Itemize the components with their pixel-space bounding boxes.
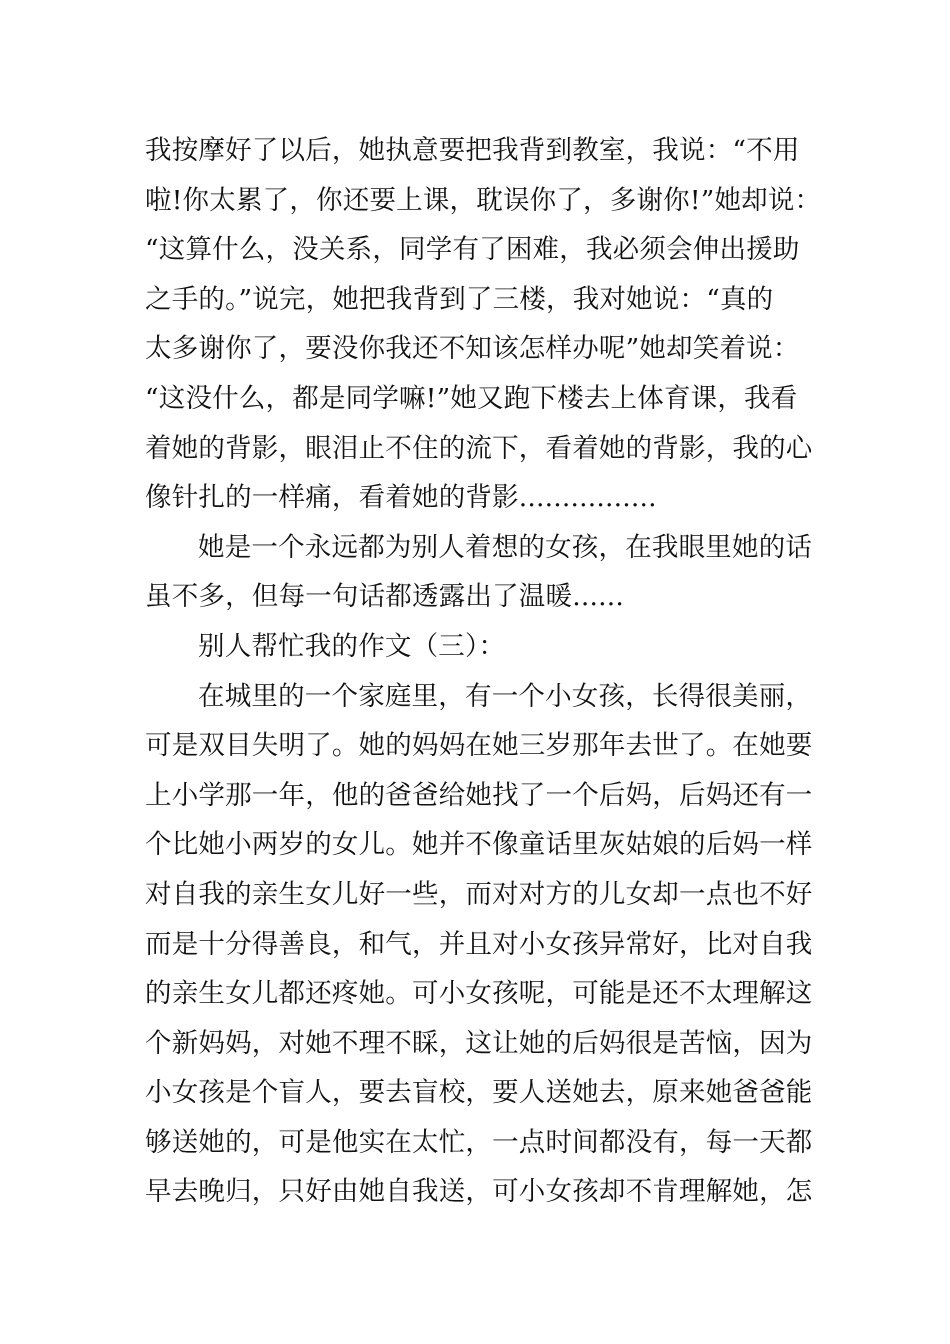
text-line: 小女孩是个盲人，要去盲校，要人送她去，原来她爸爸能 (145, 1077, 813, 1109)
text-line: 太多谢你了，要没你我还不知该怎样办呢”她却笑着说： (145, 333, 800, 365)
text-line: 啦!你太累了，你还要上课，耽误你了，多谢你!”她却说： (145, 184, 822, 216)
text-line: 之手的。”说完，她把我背到了三楼，我对她说：“真的 (145, 283, 774, 315)
text-line: 在城里的一个家庭里，有一个小女孩，长得很美丽， (198, 680, 813, 712)
text-line: 个新妈妈，对她不理不睬，这让她的后妈很是苦恼，因为 (145, 1027, 813, 1059)
text-line: 上小学那一年，他的爸爸给她找了一个后妈，后妈还有一 (145, 779, 813, 811)
body-text (145, 126, 822, 1217)
text-line: 虽不多，但每一句话都透露出了温暖...... (145, 581, 624, 613)
text-line: “这没什么，都是同学嘛!”她又跑下楼去上体育课，我看 (145, 382, 798, 414)
text-line: 我按摩好了以后，她执意要把我背到教室，我说：“不用 (145, 135, 800, 166)
text-line: 别人帮忙我的作文（三）： (198, 630, 506, 662)
text-line: 的亲生女儿都还疼她。可小女孩呢，可能是还不太理解这 (145, 978, 813, 1010)
text-line: 而是十分得善良，和气，并且对小女孩异常好，比对自我 (145, 928, 813, 960)
text-line: “这算什么，没关系，同学有了困难，我必须会伸出援助 (145, 234, 800, 266)
text-line: 她是一个永远都为别人着想的女孩，在我眼里她的话 (198, 531, 813, 563)
text-line: 对自我的亲生女儿好一些，而对对方的儿女却一点也不好 (145, 878, 813, 910)
text-line: 可是双目失明了。她的妈妈在她三岁那年去世了。在她要 (145, 730, 813, 762)
text-line: 够送她的，可是他实在太忙，一点时间都没有，每一天都 (145, 1126, 813, 1158)
text-line: 像针扎的一样痛，看着她的背影................ (145, 482, 657, 514)
text-line: 着她的背影，眼泪止不住的流下，看着她的背影，我的心 (145, 432, 813, 464)
text-line: 个比她小两岁的女儿。她并不像童话里灰姑娘的后妈一样 (145, 829, 813, 861)
text-line: 早去晚归，只好由她自我送，可小女孩却不肯理解她，怎 (145, 1176, 813, 1208)
